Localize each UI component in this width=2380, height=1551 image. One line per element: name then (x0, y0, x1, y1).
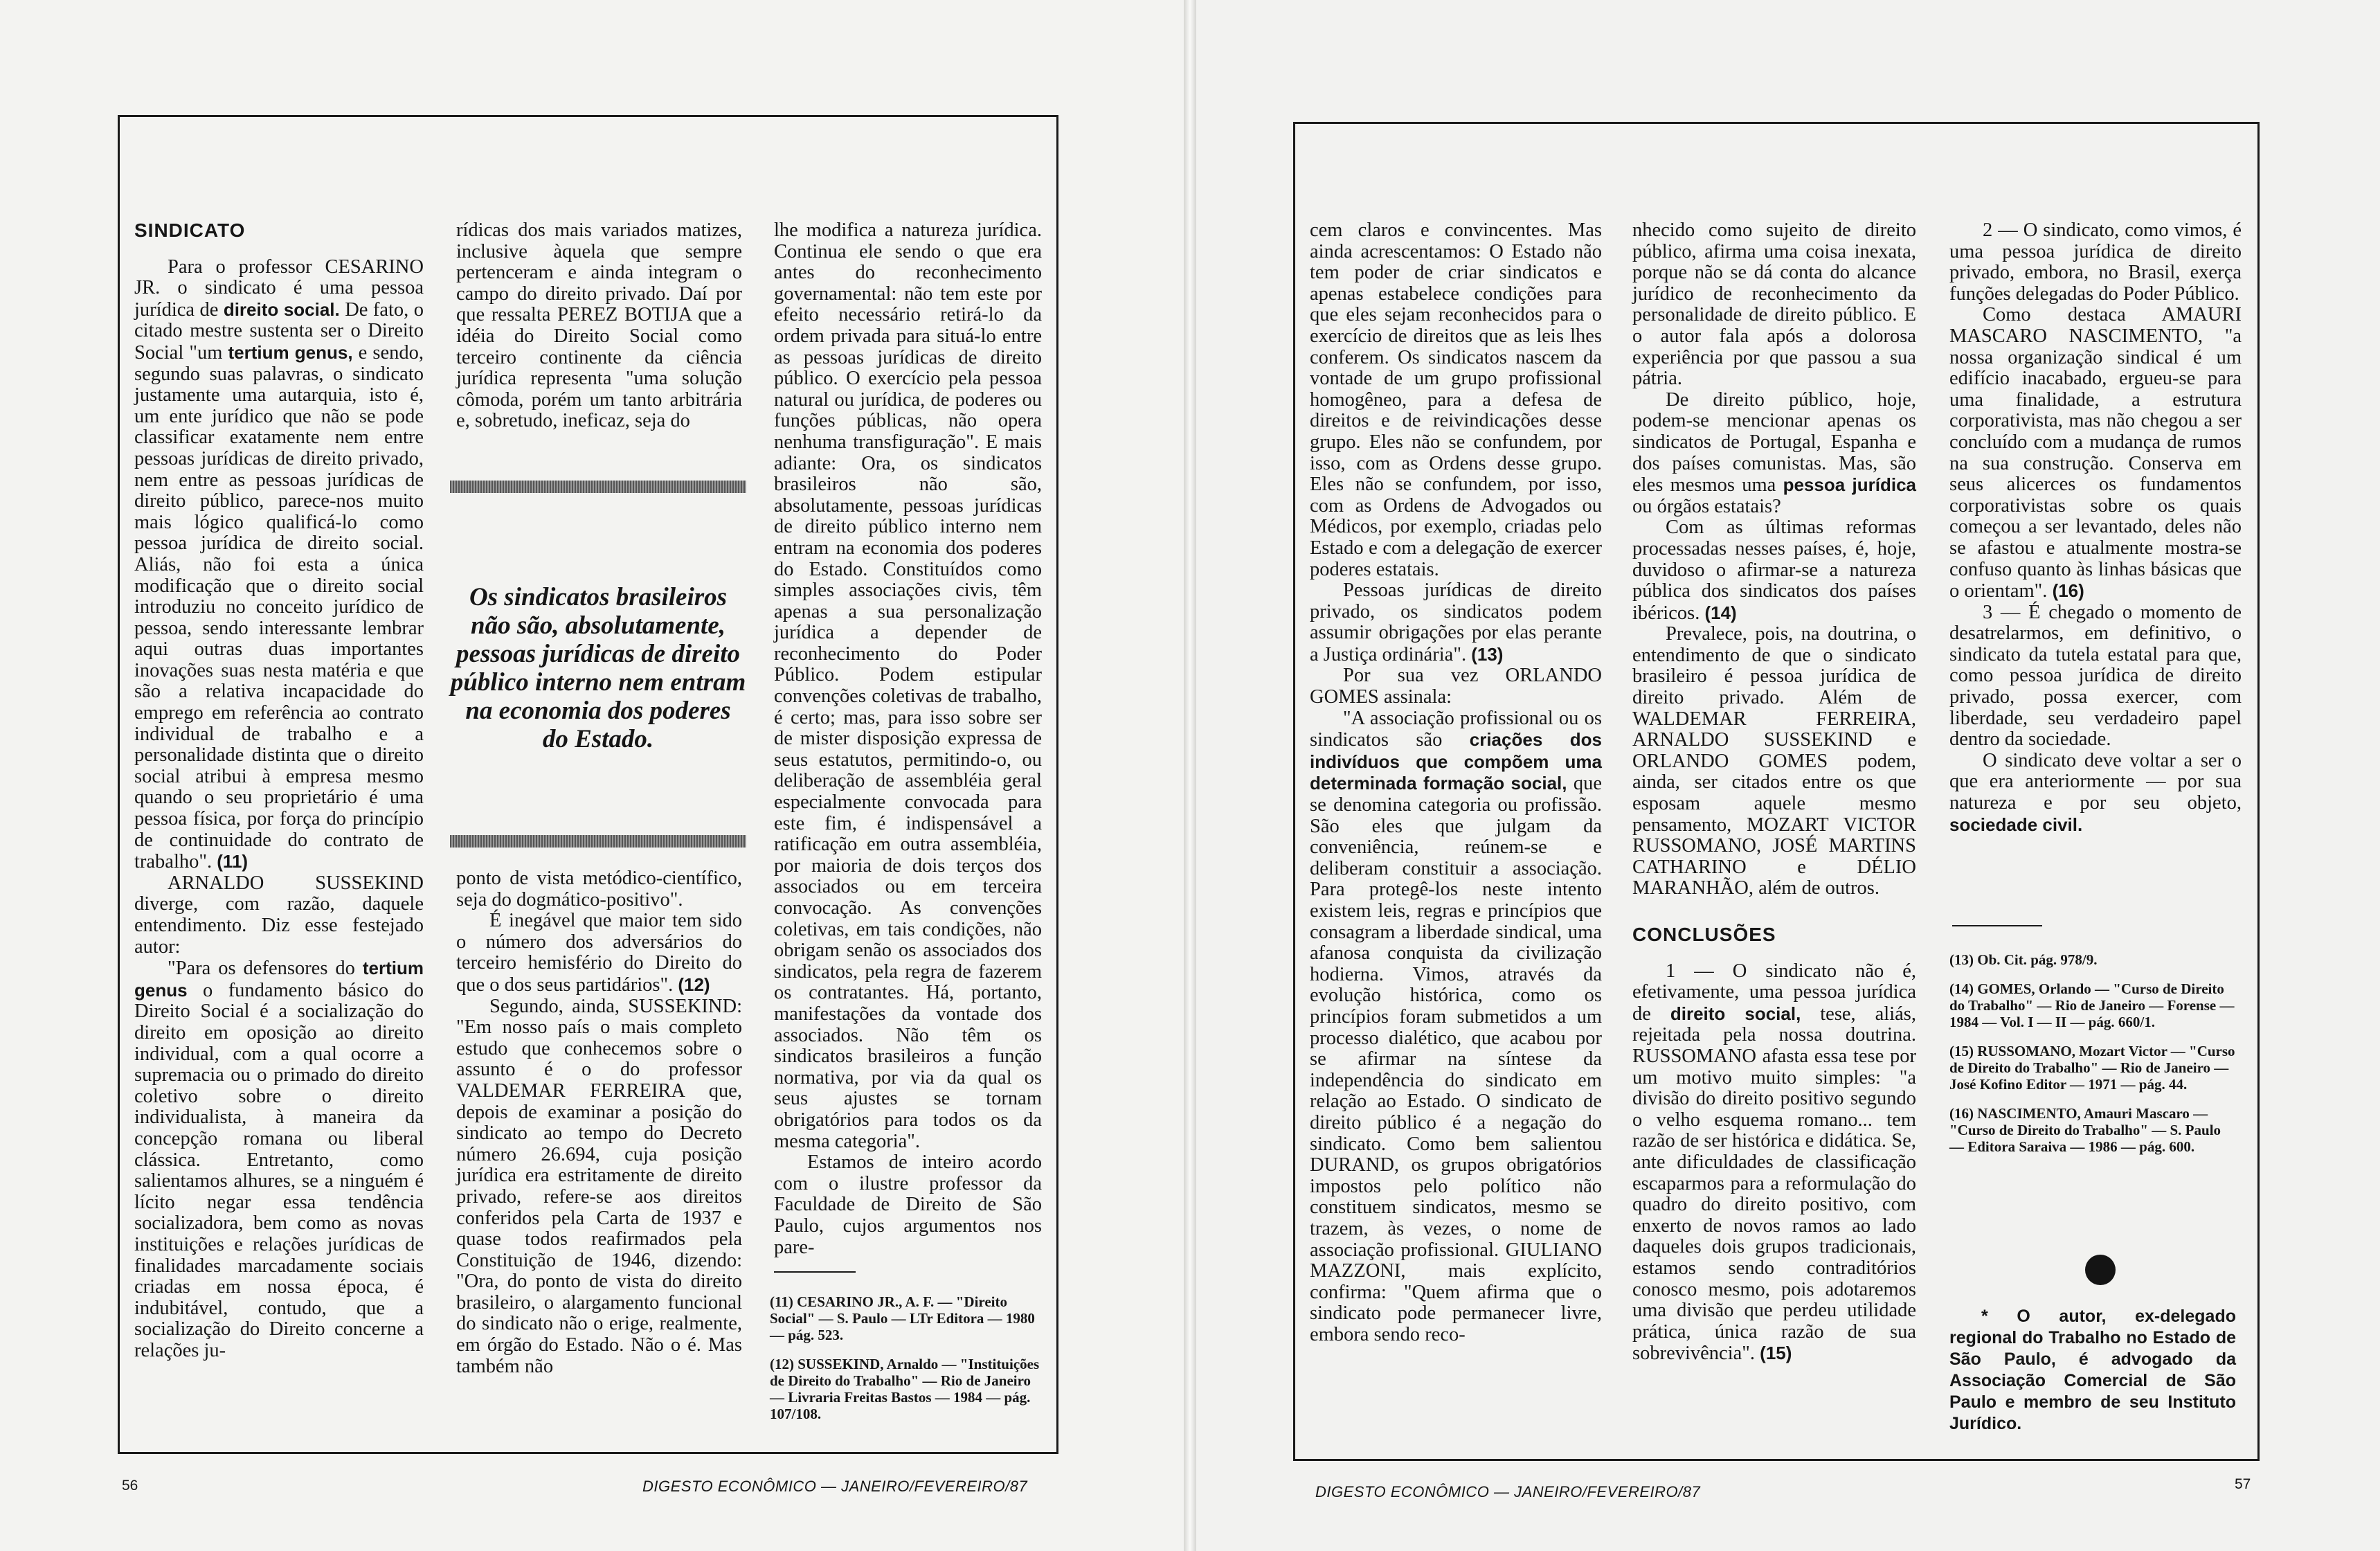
right-footer: DIGESTO ECONÔMICO — JANEIRO/FEVEREIRO/87 (1315, 1483, 1701, 1500)
bold-emphasis: (15) (1760, 1343, 1792, 1364)
paragraph: ARNALDO SUSSEKIND diverge, com razão, daquele entendimento. Diz esse festejado autor: (134, 872, 424, 958)
left-page (0, 0, 1184, 1551)
bold-emphasis: pessoa jurídica (1783, 474, 1916, 496)
paragraph: "A associação profissional ou os sindicatos são criações dos indivíduos que compõem uma determinada formação social, que se denomina categoria ou profissão. São eles que julgam da conveniência, reúnem-se e deliberam constituir a associação. Para protegê-los neste intento existem leis, regras e princípios que consagram a liberdade sindical, uma afanosa conquista da civilização hodierna. Vimos, através da evolução histórica, como os princípios foram submetidos a um processo dialético, que acabou por se afirmar na síntese da independência do sindicato em relação ao Estado. O sindicato de direito público é a negação do sindicato. Como bem salientou DURAND, os grupos obrigatórios impostos pelo político não constituem sindicatos, mesmo se trazem, às vezes, o nome de associação profissional. GIULIANO MAZZONI, mais explícito, confirma: "Quem afirma que o sindicato pode permanecer livre, embora sendo reco- (1310, 707, 1602, 1345)
paragraph: O sindicato deve voltar a ser o que era anteriormente — por sua natureza e por seu objeto, sociedade civil. (1949, 749, 2242, 835)
right-column-1 (1310, 220, 1602, 1345)
left-column-2-top (456, 220, 742, 432)
bold-emphasis: (13) (1471, 643, 1504, 665)
paragraph: 1 — O sindicato não é, efetivamente, uma pessoa jurídica de direito social, tese, aliás, rejeitada pela nossa doutrina. RUSSOMANO afasta essa tese por um motivo muito simples: "a divisão do direito positivo segundo o velho esquema romano... tem razão de ser histórica e didática. Se, ante dificuldades de classificação escaparmos para a reformulação do quadro do direito positivo, com enxerto de novos ramos ao lado daqueles dois grupos tradicionais, estamos sendo contraditórios conosco mesmo, pois adotaremos uma divisão que perdeu utilidade prática, única razão de sua sobrevivência". (15) (1632, 960, 1916, 1365)
bold-emphasis: (14) (1704, 602, 1737, 623)
paragraph: Prevalece, pois, na doutrina, o entendimento de que o sindicato brasileiro é pessoa jurídica de direito privado. Além de WALDEMAR FERREIRA, ARNALDO SUSSEKIND e ORLANDO GOMES podem, ainda, ser citados entre os que esposam aquele mesmo pensamento, MOZART VICTOR RUSSOMANO, JOSÉ MARTINS CATHARINO e DÉLIO MARANHÃO, além de outros. (1632, 623, 1916, 899)
left-column-1 (134, 220, 424, 1361)
footnote-14: (14) GOMES, Orlando — "Curso de Direito do Trabalho" — Rio de Janeiro — Forense — 1984 — Vol. I — II — pág. 660/1. (1949, 980, 2235, 1030)
bold-emphasis: direito social, (1670, 1003, 1801, 1024)
left-footnote-rule (774, 1271, 856, 1273)
author-note-box (1949, 1306, 2236, 1435)
right-footnotes (1949, 951, 2237, 1167)
pull-quote: Os sindicatos brasileiros não são, absolutamente, pessoas jurídicas de direito público interno nem entram na economia dos poderes do Estado. (450, 583, 746, 753)
paragraph: Como destaca AMAURI MASCARO NASCIMENTO, "a nossa organização sindical é um edifício inacabado, ergueu-se para uma finalidade, a estrutura corporativista, mas não chegou a ser concluído com a mudança de rumos na sua construção. Conserva em seus alicerces os fundamentos corporativistas sobre os quais começou a ser levantado, deles não se afastou e atualmente mostra-se confuso quanto às linhas básicas que o orientam". (16) (1949, 304, 2242, 602)
end-of-article-dot (2085, 1255, 2116, 1285)
right-column-3 (1949, 220, 2242, 836)
paragraph: "Para os defensores do tertium genus o fundamento básico do Direito Social é a socialização do direito em oposição ao direito individual, com a qual ocorre a supremacia ou o primado do direito coletivo sobre o direito individualista, à maneira da concepção romana ou liberal clássica. Entretanto, como salientamos alhures, se a ninguém é lícito negar essa tendência socializadora, bem como as novas instituições e relações jurídicas de finalidades marcadamente sociais criadas em nossa época, é indubitável, contudo, que a socialização do Direito concerne a relações ju- (134, 958, 424, 1361)
author-note: * O autor, ex-delegado regional do Trabalho no Estado de São Paulo, é advogado da Associação Comercial de São Paulo e membro de seu Instituto Jurídico. (1949, 1307, 2236, 1433)
paragraph: 2 — O sindicato, como vimos, é uma pessoa jurídica de direito privado, embora, no Brasil, exerça funções delegadas do Poder Público. (1949, 219, 2242, 305)
right-page (1196, 0, 2380, 1551)
bold-emphasis: (16) (2052, 580, 2084, 602)
bold-emphasis: (12) (678, 974, 710, 995)
right-column-2 (1632, 220, 1916, 1365)
bold-emphasis: tertium genus (134, 958, 424, 1001)
pull-quote-bottom-rule (450, 835, 746, 848)
paragraph: É inegável que maior tem sido o número dos adversários do terceiro hemisfério do Direito do que o dos seus partidários". (12) (456, 910, 742, 996)
left-column-2-bottom (456, 868, 742, 1377)
footnote-15: (15) RUSSOMANO, Mozart Victor — "Curso de Direito do Trabalho" — Rio de Janeiro — José Kofino Editor — 1971 — pág. 44. (1949, 1043, 2235, 1093)
paragraph: Pessoas jurídicas de direito privado, os sindicatos podem assumir obrigações por elas perante a Justiça ordinária". (13) (1310, 580, 1602, 665)
paragraph: 3 — É chegado o momento de desatrelarmos, em definitivo, o sindicato da tutela estatal para que, como pessoa jurídica de direito privado, possa exercer, com liberdade, seu verdadeiro papel dentro da sociedade. (1949, 601, 2242, 751)
right-col2-bottom-body (1632, 961, 1916, 1365)
footnote-16: (16) NASCIMENTO, Amauri Mascaro — "Curso de Direito do Trabalho" — S. Paulo — Editora Saraiva — 1986 — pág. 600. (1949, 1105, 2221, 1155)
footnote-13: (13) Ob. Cit. pág. 978/9. (1949, 951, 2098, 968)
left-footer: DIGESTO ECONÔMICO — JANEIRO/FEVEREIRO/87 (642, 1478, 1028, 1495)
paragraph: Com as últimas reformas processadas nesses países, é, hoje, duvidoso o afirmar-se a natureza pública dos sindicatos dos países ibéricos. (14) (1632, 517, 1916, 624)
left-column-3 (774, 220, 1042, 1258)
book-spine (1184, 0, 1196, 1551)
right-col2-top-body (1632, 220, 1916, 899)
bold-emphasis: direito social. (223, 298, 340, 320)
footnote-11: (11) CESARINO JR., A. F. — "Direito Social" — S. Paulo — LTr Editora — 1980 — pág. 523. (770, 1293, 1035, 1343)
section-title: SINDICATO (134, 219, 246, 241)
bold-emphasis: criações dos indivíduos que compõem uma determinada formação social, (1310, 729, 1602, 794)
paragraph: Segundo, ainda, SUSSEKIND: "Em nosso país o mais completo estudo que conhecemos sobre o assunto é o do professor VALDEMAR FERREIRA que, depois de examinar a posição do sindicato ao tempo do Decreto número 26.694, cuja posição jurídica era estritamente de direito privado, refere-se aos direitos conferidos pela Carta de 1937 e quase todos reafirmados pela Constituição de 1946, dizendo: "Ora, do ponto de vista do direito brasileiro, o alargamento funcional do sindicato não o erige, realmente, em órgão do Estado. Não o é. Mas também não (456, 995, 742, 1377)
pull-quote-top-rule (450, 481, 746, 493)
right-page-number: 57 (2235, 1476, 2251, 1492)
paragraph: lhe modifica a natureza jurídica. Continua ele sendo o que era antes do reconhecimento governamental: não tem este por efeito necessário retirá-lo da ordem privada para situá-lo entre as pessoas jurídicas de direito público. O exercício pela pessoa natural ou jurídica, de poderes ou funções públicas, não opera nenhuma transfiguração". E mais adiante: Ora, os sindicatos brasileiros não são, absolutamente, pessoas jurídicas de direito público interno nem entram na economia dos poderes do Estado. Constituídos como simples associações civis, têm apenas a sua personalização jurídica a depender de reconhecimento do Poder Público. Podem estipular convenções coletivas de trabalho, é certo; mas, para isso sobre ser de mister disposição expressa de seus estatutos, permitindo-o, ou deliberação de assembléia geral especialmente convocada para este fim, é indispensável a ratificação em outra assembléia, por maioria de dois terços dos associados ou em terceira convocação. As convenções coletivas, em tais condições, não obrigam senão os associados dos sindicatos, pela regra de fazerem os contratantes. Há, portanto, manifestações da vontade dos associados. Não têm os sindicatos brasileiros a função normativa, por via da qual os seus ajustes se tornam obrigatórios para todos os da mesma categoria". (774, 219, 1042, 1152)
footnote-12: (12) SUSSEKIND, Arnaldo — "Instituições de Direito do Trabalho" — Rio de Janeiro — Livraria Freitas Bastos — 1984 — pág. 107/108. (770, 1356, 1040, 1422)
left-footnotes (770, 1293, 1044, 1435)
conclusions-title: CONCLUSÕES (1632, 924, 1776, 945)
left-col3-body (774, 220, 1042, 1258)
paragraph: Estamos de inteiro acordo com o ilustre professor da Faculdade de Direito de São Paulo, cujos argumentos nos pare- (774, 1151, 1042, 1258)
left-col1-body (134, 257, 424, 1362)
left-page-number: 56 (122, 1478, 138, 1494)
right-col1-body (1310, 220, 1602, 1345)
left-col2-bottom-body (456, 868, 742, 1377)
paragraph: De direito público, hoje, podem-se mencionar apenas os sindicatos de Portugal, Espanha e dos países comunistas. Mas, são eles mesmos uma pessoa jurídica ou órgãos estatais? (1632, 388, 1916, 517)
paragraph: nhecido como sujeito de direito público, afirma uma coisa inexata, porque não se dá conta do alcance jurídico de reconhecimento da personalidade de direito público. E o autor fala após a dolorosa experiência por que passou a sua pátria. (1632, 219, 1916, 390)
paragraph: cem claros e convincentes. Mas ainda acrescentamos: O Estado não tem poder de criar sindicatos e apenas estabelece condições para que eles sejam reconhecidos para o exercício de direitos que as leis lhes conferem. Os sindicatos nascem da vontade de um grupo profissional homogêneo, para a defesa de direitos e de reivindicações desse grupo. Eles não se confundem, por isso, com as Ordens desse grupo. Eles não se confundem, por isso, com as Ordens de Advogados ou Médicos, por exemplo, criadas pelo Estado e com a delegação de exercer poderes estatais. (1310, 219, 1602, 580)
bold-emphasis: tertium genus, (228, 341, 353, 363)
bold-emphasis: sociedade civil. (1949, 814, 2083, 835)
left-col2-top-body (456, 220, 742, 432)
paragraph: Por sua vez ORLANDO GOMES assinala: (1310, 665, 1602, 708)
paragraph: ponto de vista metódico-científico, seja do dogmático-positivo". (456, 868, 742, 911)
right-col3-body (1949, 220, 2242, 836)
right-footnote-rule (1952, 925, 2042, 926)
bold-emphasis: (11) (217, 851, 249, 872)
paragraph: Para o professor CESARINO JR. o sindicato é uma pessoa jurídica de direito social. De fato, o citado mestre sustenta ser o Direito Social "um tertium genus, e sendo, segundo suas palavras, o sindicato justamente uma autarquia, isto é, um ente jurídico que não se pode classificar exatamente nem entre pessoas jurídicas de direito privado, nem entre as pessoas jurídicas de direito público, parece-nos muito mais lógico qualificá-lo como pessoa jurídica de direito social. Aliás, não foi esta a única modificação que o direito social introduziu no conceito jurídico de pessoa, sendo interessante lembrar aqui outras duas importantes inovações suas nesta matéria e que são a relativa incapacidade do emprego em referência ao contrato individual de trabalho e a personalidade distinta que o direito social atribui à empresa mesmo quando o seu proprietário é uma pessoa física, por força do princípio de continuidade do contrato de trabalho". (11) (134, 255, 424, 873)
paragraph: rídicas dos mais variados matizes, inclusive àquela que sempre pertenceram e ainda integram o campo do direito privado. Daí por que ressalta PEREZ BOTIJA que a idéia do Direito Social como terceiro continente da ciência jurídica representa "uma solução cômoda, porém um tanto arbitrária e, sobretudo, ineficaz, seja do (456, 219, 742, 432)
